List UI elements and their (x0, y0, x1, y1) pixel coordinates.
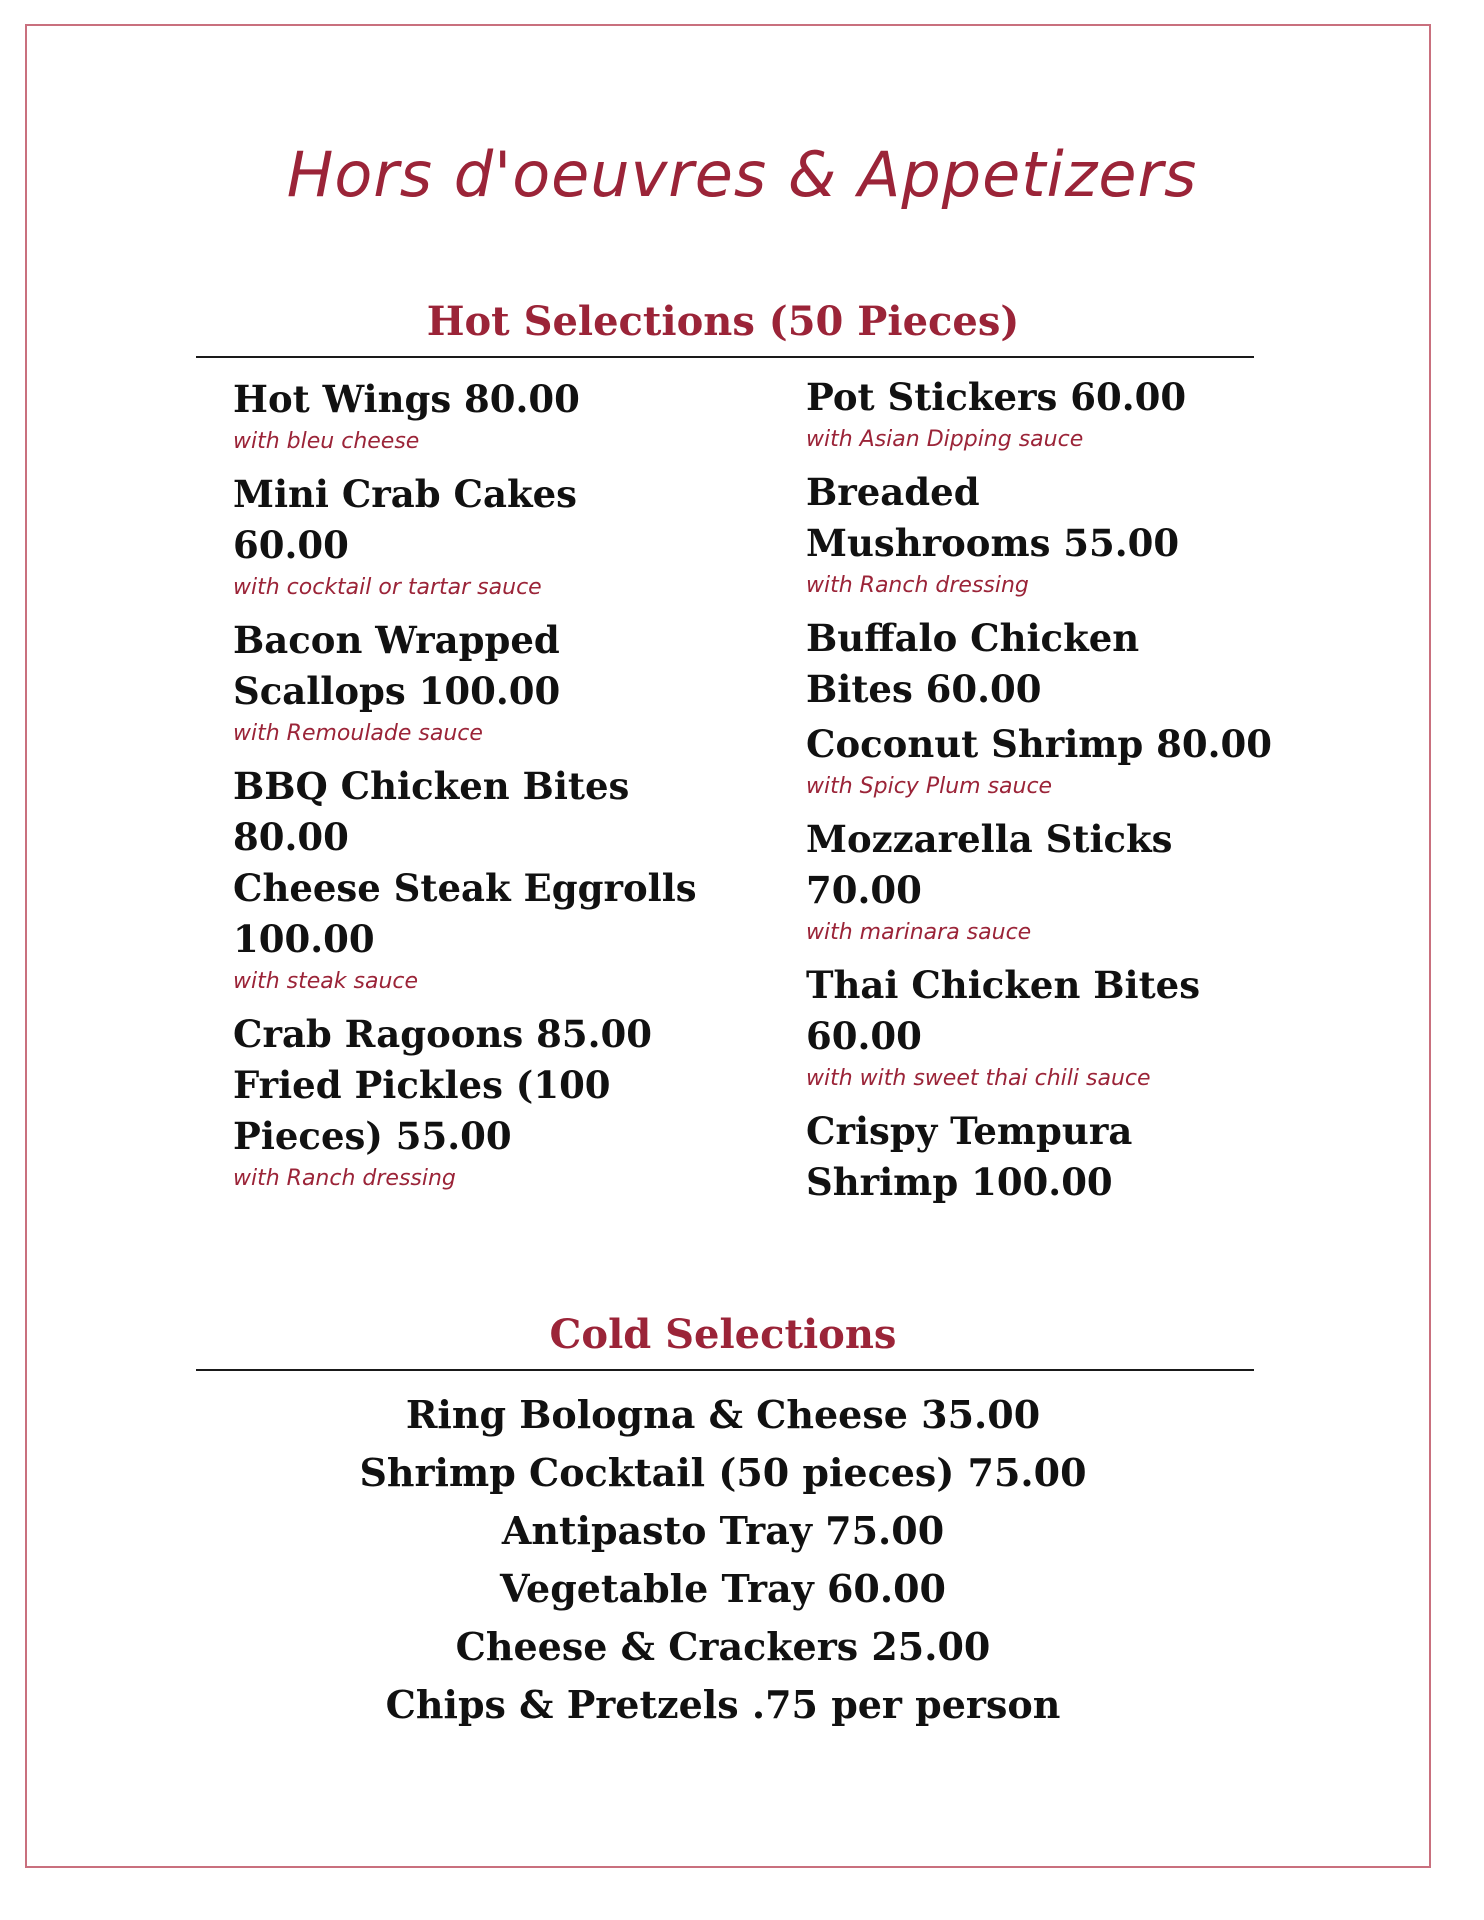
menu-item-name: Bacon Wrapped Scallops 100.00 (233, 618, 561, 713)
menu-item (233, 761, 753, 863)
hot-selections-heading: Hot Selections (50 Pieces) (426, 298, 1020, 345)
menu-item-name: Thai Chicken Bites 60.00 (806, 963, 1201, 1058)
menu-item-name: Mini Crab Cakes 60.00 (233, 472, 577, 567)
cold-item: Ring Bologna & Cheese 35.00 (405, 1392, 1041, 1437)
menu-item-name: Crispy Tempura Shrimp 100.00 (806, 1109, 1133, 1204)
cold-item: Chips & Pretzels .75 per person (385, 1682, 1061, 1727)
menu-item (806, 719, 1296, 802)
menu-item (233, 469, 753, 603)
menu-item-name: Cheese Steak Eggrolls 100.00 (233, 866, 697, 961)
menu-item (233, 1060, 753, 1194)
menu-item (806, 467, 1296, 601)
cold-item: Cheese & Crackers 25.00 (455, 1624, 991, 1669)
menu-item-name: Buffalo Chicken Bites 60.00 (806, 616, 1140, 711)
menu-item (233, 863, 753, 997)
menu-item-name: Hot Wings 80.00 (233, 377, 580, 421)
menu-item-name: Mozzarella Sticks 70.00 (806, 817, 1173, 912)
menu-item-name: Crab Ragoons 85.00 (233, 1012, 652, 1056)
menu-item-description: with Asian Dipping sauce (806, 427, 1084, 452)
menu-item-description: with Spicy Plum sauce (806, 774, 1053, 799)
menu-item (233, 1009, 753, 1060)
cold-selections-heading: Cold Selections (549, 1311, 897, 1358)
menu-item-description: with bleu cheese (233, 429, 420, 454)
menu-item-description: with cocktail or tartar sauce (233, 575, 542, 600)
menu-item (806, 613, 1296, 715)
hot-selections-left-column (233, 374, 753, 1206)
menu-item (806, 1106, 1296, 1208)
cold-selections-divider (196, 1369, 1254, 1371)
menu-item (806, 960, 1296, 1094)
menu-item (233, 615, 753, 749)
menu-item (806, 372, 1296, 455)
menu-item-description: with steak sauce (233, 969, 419, 994)
menu-item-description: with with sweet thai chili sauce (806, 1066, 1151, 1091)
menu-item (806, 814, 1296, 948)
menu-item-description: with Ranch dressing (806, 573, 1029, 598)
hot-selections-right-column (806, 372, 1296, 1208)
menu-item-name: Fried Pickles (100 Pieces) 55.00 (233, 1063, 611, 1158)
menu-item-name: BBQ Chicken Bites 80.00 (233, 764, 630, 859)
menu-item (233, 374, 753, 457)
hot-selections-divider (196, 356, 1254, 358)
menu-item-description: with Ranch dressing (233, 1166, 456, 1191)
page-title: Hors d'oeuvres & Appetizers (286, 138, 1198, 211)
cold-item: Antipasto Tray 75.00 (501, 1508, 945, 1553)
menu-item-name: Coconut Shrimp 80.00 (806, 722, 1273, 766)
menu-item-name: Breaded Mushrooms 55.00 (806, 470, 1180, 565)
cold-item: Vegetable Tray 60.00 (500, 1566, 946, 1611)
menu-item-description: with marinara sauce (806, 920, 1032, 945)
cold-item: Shrimp Cocktail (50 pieces) 75.00 (359, 1450, 1087, 1495)
menu-item-name: Pot Stickers 60.00 (806, 375, 1187, 419)
menu-item-description: with Remoulade sauce (233, 721, 483, 746)
cold-selections-list (0, 1386, 1446, 1734)
